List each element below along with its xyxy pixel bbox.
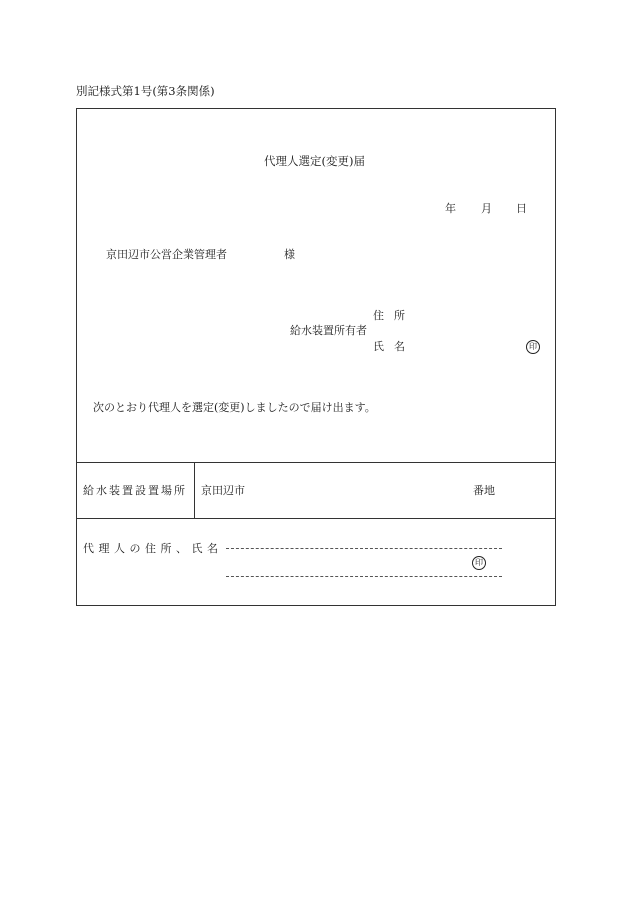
column-divider (194, 462, 195, 518)
location-city: 京田辺市 (201, 484, 245, 497)
agent-name-line (226, 576, 502, 577)
form-frame (76, 108, 556, 606)
owner-name-label: 氏名 (373, 340, 415, 353)
owner-role-label: 給水装置所有者 (290, 324, 367, 337)
owner-address-label: 住所 (373, 309, 415, 322)
agent-address-line (226, 548, 502, 549)
location-banchi: 番地 (473, 484, 495, 497)
body-statement: 次のとおり代理人を選定(変更)しましたので届け出ます。 (93, 401, 376, 414)
honorific: 様 (284, 248, 295, 261)
owner-seal-mark: 印 (526, 340, 540, 354)
date-month-label: 月 (481, 202, 492, 215)
date-day-label: 日 (516, 202, 527, 215)
agent-seal-mark: 印 (472, 556, 486, 570)
section-divider (76, 518, 556, 519)
form-title: 代理人選定(変更)届 (264, 154, 365, 168)
location-label: 給水装置設置場所 (83, 484, 187, 497)
addressee: 京田辺市公営企業管理者 (106, 248, 227, 261)
agent-label: 代理人の住所、氏名 (83, 542, 223, 555)
form-number-label: 別記様式第1号(第3条関係) (76, 84, 215, 98)
section-divider (76, 462, 556, 463)
date-year-label: 年 (445, 202, 456, 215)
